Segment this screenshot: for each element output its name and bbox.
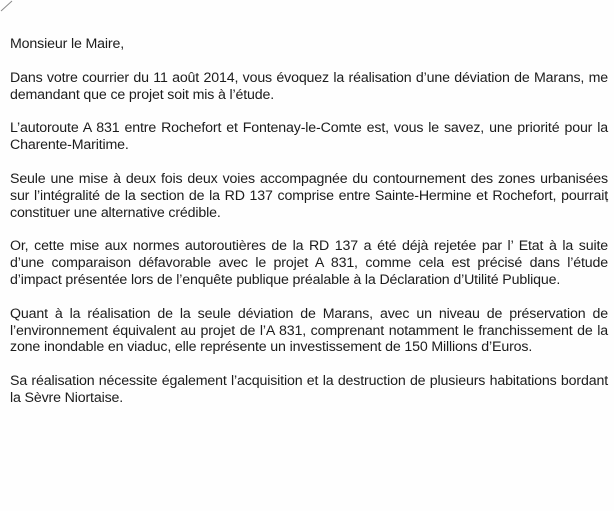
paragraph-alternative: Seule une mise à deux fois deux voies accompagnée du contournement des zones urbanisées sur l’intégralité de la section de la RD 137 comprise entre Sainte-Hermine et Rochefort, pourrait constituer une alternative crédible. xyxy=(10,170,608,221)
scan-corner-mark xyxy=(0,0,14,12)
salutation: Monsieur le Maire, xyxy=(10,36,124,52)
paragraph-cost: Quant à la réalisation de la seule déviation de Marans, avec un niveau de préservation de l’environnement équivalent au projet de l’A 831, comprenant notamment le franchissement de la zone inondable en viaduc, elle représente un investissement de 150 Millions d’Euros. xyxy=(10,305,608,356)
paragraph-acquisition: Sa réalisation nécessite également l’acquisition et la destruction de plusieurs habitations bordant la Sèvre Niortaise. xyxy=(10,373,608,406)
paragraph-request: Dans votre courrier du 11 août 2014, vous évoquez la réalisation d’une déviation de Marans, me demandant que ce projet soit mis à l’étude. xyxy=(10,69,608,103)
paragraph-rejection: Or, cette mise aux normes autoroutières de la RD 137 a été déjà rejetée par l’ Etat à la suite d’une comparaison défavorable avec le projet A 831, comme cela est précisé dans l’étude d’impact présentée lors de l’enquête publique préalable à la Déclaration d’Utilité Publique. xyxy=(10,238,608,288)
paragraph-a831-priority: L’autoroute A 831 entre Rochefort et Fontenay-le-Comte est, vous le savez, une priorité pour la Charente-Maritime. xyxy=(10,120,608,154)
letter-body xyxy=(10,36,608,424)
